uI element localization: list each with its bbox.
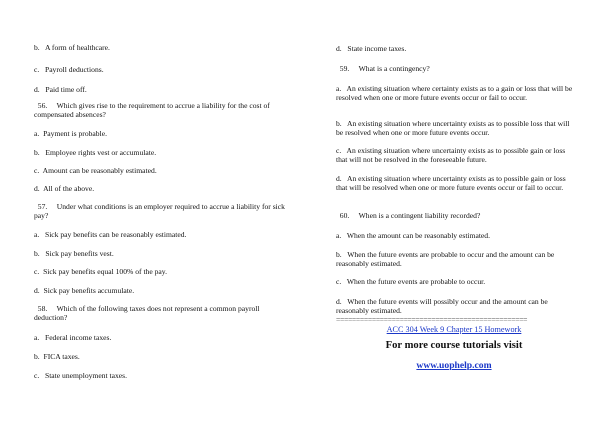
question-57: 57. Under what conditions is an employer required to accrue a liability for sick pay? [34,202,287,221]
answer-c-amount-estimated: c. Amount can be reasonably estimated. [34,166,157,175]
answer-b-healthcare: b. A form of healthcare. [34,43,110,52]
question-59: 59. What is a contingency? [336,64,430,73]
promo-heading: For more course tutorials visit [385,340,523,351]
question-56: 56. Which gives rise to the requirement to accrue a liability for the cost of compensated absences? [34,101,272,120]
answer-b-sick-vest: b. Sick pay benefits vest. [34,249,114,258]
website-link[interactable]: www.uophelp.com [416,360,492,371]
answer-a-federal-income: a. Federal income taxes. [34,333,112,342]
course-homework-link[interactable]: ACC 304 Week 9 Chapter 15 Homework [386,325,522,334]
answer-d-sick-accumulate: d. Sick pay benefits accumulate. [34,286,135,295]
separator-line: ================================================ [336,315,528,324]
question-60: 60. When is a contingent liability recorded? [336,211,481,220]
answer-c-sick-equal: c. Sick pay benefits equal 100% of the pay. [34,267,167,276]
answer-d-paid-time-off: d. Paid time off. [34,85,87,94]
answer-b-rights-vest: b. Employee rights vest or accumulate. [34,148,157,157]
answer-d-state-income: d. State income taxes. [336,44,407,53]
answer-b-fica: b. FICA taxes. [34,352,80,361]
answer-d-all-of-above: d. All of the above. [34,184,95,193]
answer-c-state-unemployment: c. State unemployment taxes. [34,371,128,380]
answer-a-amount-estimated: a. When the amount can be reasonably estimated. [336,231,490,240]
answer-a-sick-estimated: a. Sick pay benefits can be reasonably estimated. [34,230,187,239]
answer-b-uncertainty-loss: b. An existing situation where uncertainty exists as to possible loss that will be resolved when one or more future events occur. [336,119,572,138]
answer-c-uncertainty-not-resolved: c. An existing situation where uncertainty exists as to possible gain or loss that will not be resolved in the foreseeable future. [336,146,568,165]
answer-d-uncertainty-resolved: d. An existing situation where uncertainty exists as to possible gain or loss that will be resolved when one or more future events occur or fail to occur. [336,174,568,193]
answer-a-certainty: a. An existing situation where certainty exists as to a gain or loss that will be resolved when one or more future events occur or fail to occur. [336,84,575,103]
answer-d-possibly-occur: d. When the future events will possibly occur and the amount can be reasonably estimated. [336,297,550,316]
answer-b-probable-and-estimated: b. When the future events are probable to occur and the amount can be reasonably estimated. [336,250,557,269]
answer-c-payroll-deductions: c. Payroll deductions. [34,65,104,74]
answer-a-payment-probable: a. Payment is probable. [34,129,107,138]
question-58: 58. Which of the following taxes does not represent a common payroll deduction? [34,304,262,323]
answer-c-probable: c. When the future events are probable to occur. [336,277,486,286]
